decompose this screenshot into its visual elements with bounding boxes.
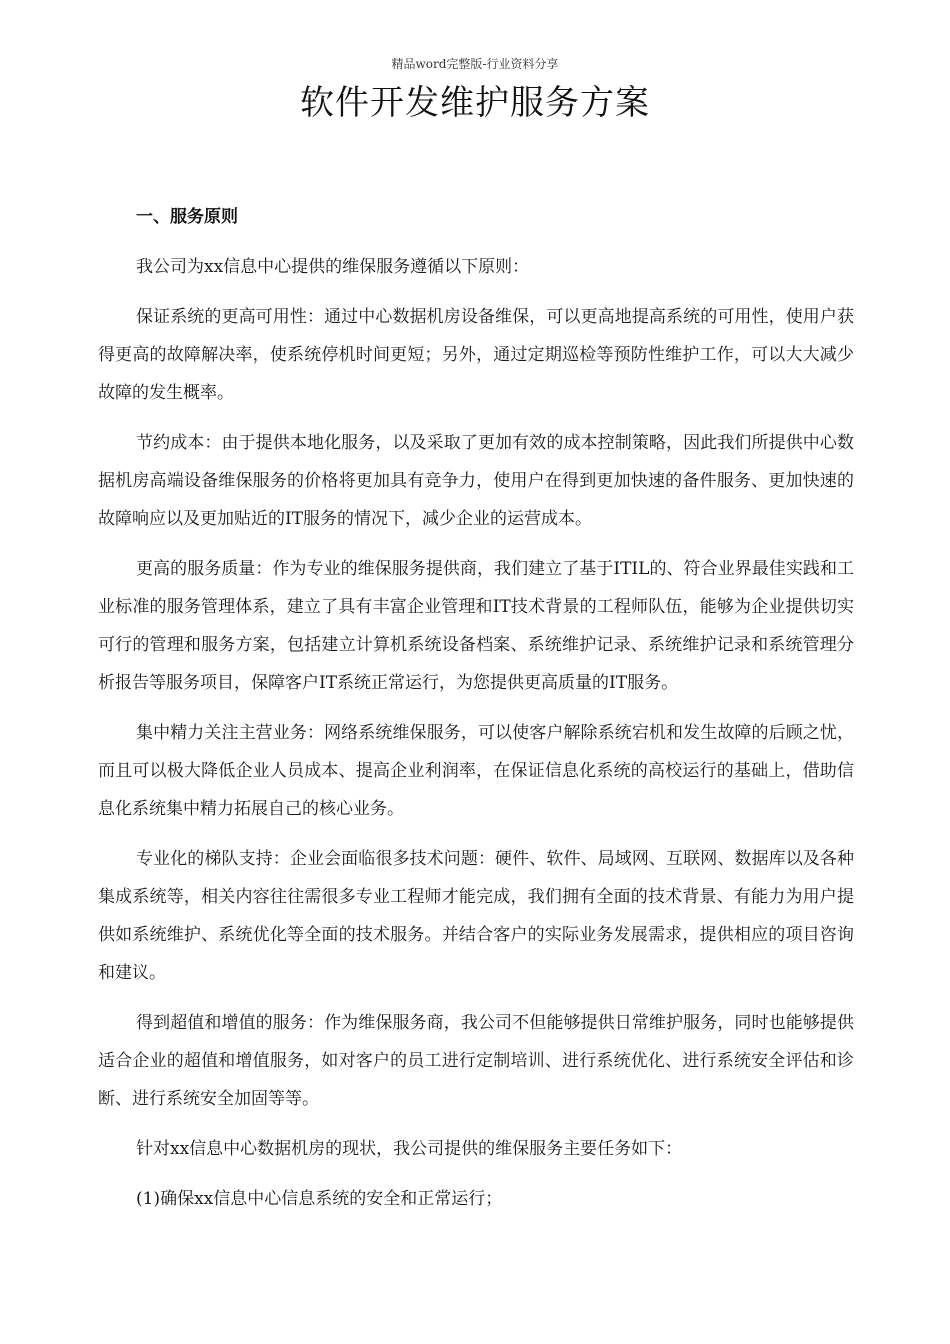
paragraph-task-1: (1)确保xx信息中心信息系统的安全和正常运行； bbox=[136, 1189, 503, 1209]
paragraph-value-added: 得到超值和增值的服务：作为维保服务商，我公司不但能够提供日常维护服务，同时也能够提供适合企业的超值和增值服务，如对客户的员工进行定制培训、进行系统优化、进行系统安全评估和诊断、进行系统安全加固等等。 bbox=[98, 1013, 854, 1109]
header-note: 精品word完整版-行业资料分享 bbox=[391, 57, 559, 71]
paragraph-core-business: 集中精力关注主营业务：网络系统维保服务，可以使客户解除系统宕机和发生故障的后顾之忧，而且可以极大降低企业人员成本、提高企业利润率，在保证信息化系统的高校运行的基础上，借助信息化系统集中精力拓展自己的核心业务。 bbox=[98, 723, 854, 819]
document-body bbox=[98, 200, 854, 1230]
section-heading: 一、服务原则 bbox=[136, 207, 238, 227]
paragraph-service-quality: 更高的服务质量：作为专业的维保服务提供商，我们建立了基于ITIL的、符合业界最佳实践和工业标准的服务管理体系，建立了具有丰富企业管理和IT技术背景的工程师队伍，能够为企业提供切实可行的管理和服务方案，包括建立计算机系统设备档案、系统维护记录、系统维护记录和系统管理分析报告等服务项目，保障客户IT系统正常运行，为您提供更高质量的IT服务。 bbox=[98, 559, 854, 693]
document-title: 软件开发维护服务方案 bbox=[300, 83, 650, 123]
paragraph-cost-saving: 节约成本：由于提供本地化服务，以及采取了更加有效的成本控制策略，因此我们所提供中心数据机房高端设备维保服务的价格将更加具有竞争力，使用户在得到更加快速的备件服务、更加快速的故障响应以及更加贴近的IT服务的情况下，减少企业的运营成本。 bbox=[98, 433, 854, 529]
paragraph-tasks-intro: 针对xx信息中心数据机房的现状，我公司提供的维保服务主要任务如下： bbox=[136, 1139, 683, 1159]
paragraph-tiered-support: 专业化的梯队支持：企业会面临很多技术问题：硬件、软件、局域网、互联网、数据库以及各种集成系统等，相关内容往往需很多专业工程师才能完成，我们拥有全面的技术背景、有能力为用户提供如系统维护、系统优化等全面的技术服务。并结合客户的实际业务发展需求，提供相应的项目咨询和建议。 bbox=[98, 849, 854, 983]
paragraph-availability: 保证系统的更高可用性：通过中心数据机房设备维保，可以更高地提高系统的可用性，使用户获得更高的故障解决率，使系统停机时间更短；另外，通过定期巡检等预防性维护工作，可以大大减少故障的发生概率。 bbox=[98, 307, 854, 403]
paragraph-intro: 我公司为xx信息中心提供的维保服务遵循以下原则： bbox=[136, 257, 530, 277]
